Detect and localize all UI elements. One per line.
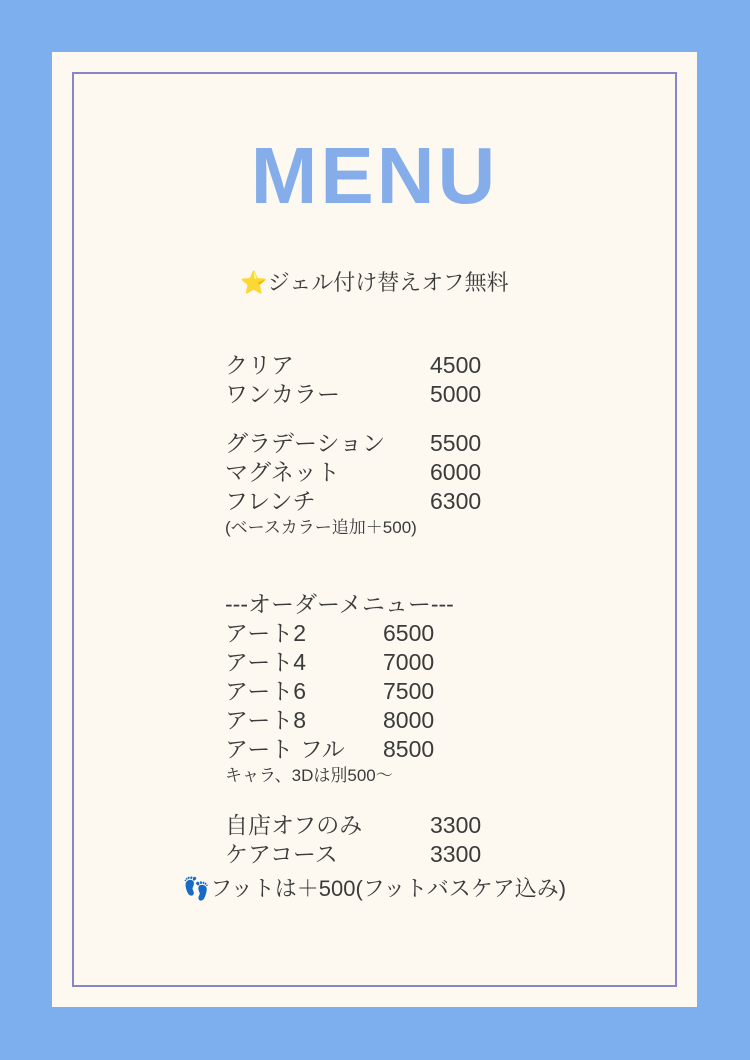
section-off-care	[225, 811, 667, 869]
star-icon: ⭐	[240, 270, 268, 295]
section-basic	[225, 351, 667, 409]
menu-panel	[52, 52, 697, 1007]
item-name: ケアコース	[225, 841, 338, 867]
item-price: 3300	[430, 841, 482, 867]
item-price: 5500	[430, 430, 482, 456]
promo-line	[52, 268, 697, 298]
menu-item-row	[225, 458, 667, 487]
section-order	[225, 590, 667, 788]
menu-item-row	[225, 351, 667, 380]
section-heading: ---オーダーメニュー---	[225, 591, 454, 617]
item-name: アート6	[225, 678, 307, 704]
menu-item-row	[225, 840, 667, 869]
menu-item-row	[225, 706, 667, 735]
section-design	[225, 429, 667, 540]
menu-item-row	[225, 429, 667, 458]
section-note: キャラ、3Dは別500〜	[225, 766, 393, 785]
item-name: アート8	[225, 707, 307, 733]
menu-item-row	[225, 380, 667, 409]
item-price: 7000	[383, 649, 435, 675]
item-name: クリア	[225, 352, 294, 378]
menu-item-row	[225, 648, 667, 677]
item-price: 8500	[383, 736, 435, 762]
item-price: 3300	[430, 812, 482, 838]
item-name: フレンチ	[225, 488, 316, 514]
promo-text: ジェル付け替えオフ無料	[267, 270, 509, 295]
menu-item-row	[225, 619, 667, 648]
foot-note	[52, 874, 697, 904]
item-name: アート フル	[225, 736, 345, 762]
item-price: 4500	[430, 352, 482, 378]
menu-item-row	[225, 487, 667, 516]
menu-item-row	[225, 677, 667, 706]
item-name: アート2	[225, 620, 307, 646]
item-price: 6500	[383, 620, 435, 646]
item-name: アート4	[225, 649, 307, 675]
item-price: 6000	[430, 459, 482, 485]
item-price: 8000	[383, 707, 435, 733]
menu-item-row	[225, 735, 667, 764]
footprints-icon: 👣	[182, 876, 211, 901]
item-price: 7500	[383, 678, 435, 704]
item-name: ワンカラー	[225, 381, 340, 407]
menu-item-row	[225, 811, 667, 840]
page-title: MENU	[250, 131, 499, 220]
item-price: 6300	[430, 488, 482, 514]
item-price: 5000	[430, 381, 482, 407]
item-name: マグネット	[225, 459, 340, 485]
foot-note-text: フットは＋500(フットバスケア込み)	[210, 876, 567, 901]
item-name: 自店オフのみ	[225, 812, 363, 838]
section-note: (ベースカラー追加＋500)	[225, 518, 417, 537]
item-name: グラデーション	[225, 430, 386, 456]
